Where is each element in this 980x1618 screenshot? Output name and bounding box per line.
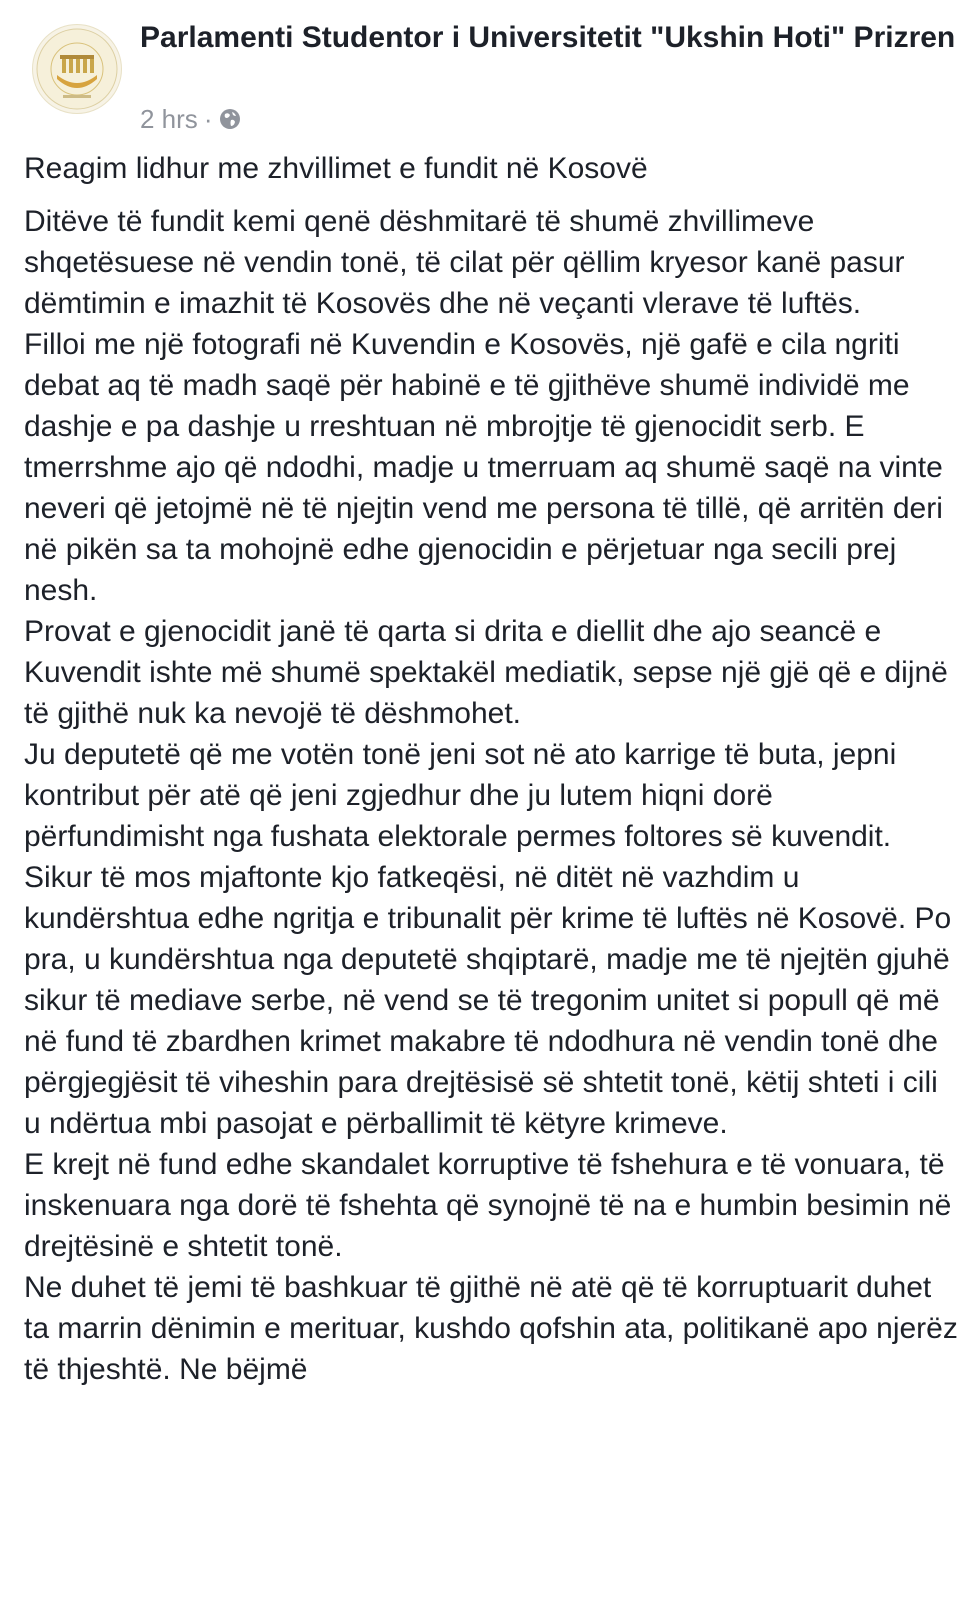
post-paragraph: Provat e gjenocidit janë të qarta si drita e diellit dhe ajo seancë e Kuvendit ishte më shumë spektakël mediatik, sepse një gjë që e dijnë të gjithë nuk ka nevojë të dëshmohet. [24,615,948,730]
post-timestamp[interactable]: 2 hrs [140,103,198,134]
university-logo-icon [33,25,121,113]
post-paragraph: Ju deputetë që me votën tonë jeni sot në ato karrige të buta, jepni kontribut për atë që jeni zgjedhur dhe ju lutem hiqni dorë përfundimisht nga fushata elektorale permes foltores së kuvendit. [24,738,897,853]
post-paragraph: Filloi me një fotografi në Kuvendin e Kosovës, një gafë e cila ngriti debat aq të madh saqë për habinë e të gjithëve shumë individë me dashje e pa dashje u rreshtuan në mbrojtje të gjenocidit serb. E tmerrshme ajo që ndodhi, madje u tmerruam aq shumë saqë na vinte neveri që jetojmë në të njejtin vend me persona të tillë, që arritën deri në pikën sa ta mohojnë edhe gjenocidin e përjetuar nga secili prej nesh. [24,328,943,607]
post-body [24,148,960,1390]
globe-icon[interactable] [218,107,242,131]
meta-separator: · [203,103,213,134]
post-paragraph: Ditëve të fundit kemi qenë dëshmitarë të shumë zhvillimeve shqetësuese në vendin tonë, të cilat për qëllim kryesor kanë pasur dëmtimin e imazhit të Kosovës dhe në veçanti vlerave të luftës. [24,205,905,320]
post-paragraph: E krejt në fund edhe skandalet korruptive të fshehura e të vonuara, të inskenuara nga dorë të fshehta që synojnë të na e humbin besimin në drejtësinë e shtetit tonë. [24,1148,952,1263]
post-header [32,14,960,134]
post-meta [140,104,242,134]
post-paragraph: Ne duhet të jemi të bashkuar të gjithë në atë që të korruptuarit duhet ta marrin dënimin e merituar, kushdo qofshin ata, politikanë apo njerëz të thjeshtë. Ne bëjmë [24,1271,958,1386]
page-name-link[interactable]: Parlamenti Studentor i Universitetit "Ukshin Hoti" Prizren [140,21,956,54]
post-paragraph: Sikur të mos mjaftonte kjo fatkeqësi, në ditët në vazhdim u kundërshtua edhe ngritja e tribunalit për krime të luftës në Kosovë. Po pra, u kundërshtua nga deputetë shqiptarë, madje me të njejtën gjuhë sikur të mediave serbe, në vend se të tregonim unitet si popull që më në fund të zbardhen krimet makabre të ndodhura në vendin tonë dhe përgjegjësit të viheshin para drejtësisë së shtetit tonë, këtij shteti i cili u ndërtua mbi pasojat e përballimit të këtyre krimeve. [24,861,952,1140]
page-avatar[interactable] [32,24,122,114]
post-title-text: Reagim lidhur me zhvillimet e fundit në Kosovë [24,152,648,185]
